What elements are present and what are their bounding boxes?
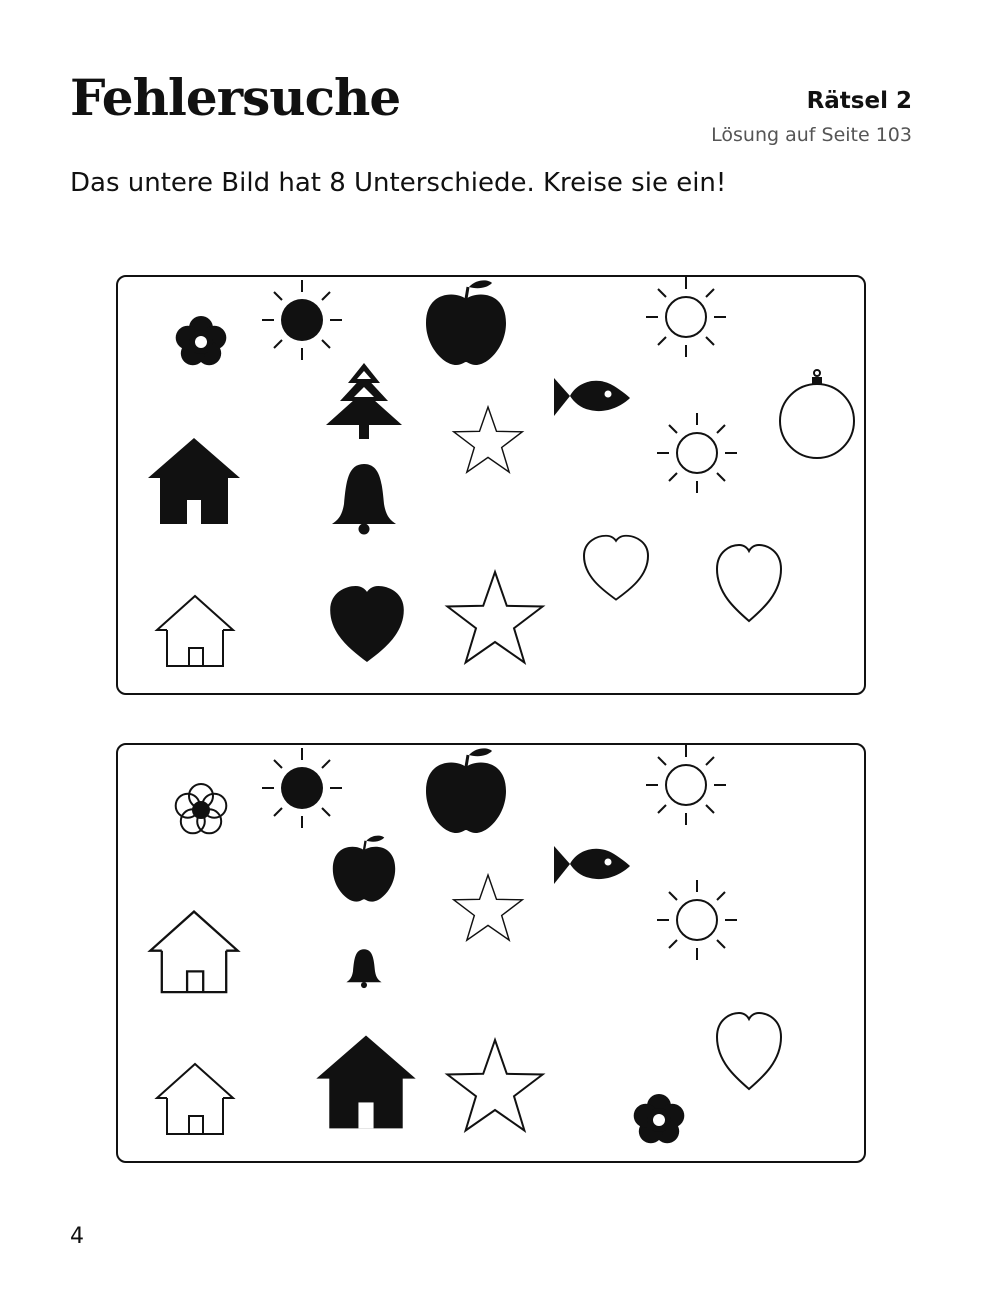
flower-icon — [176, 316, 227, 365]
star-icon — [454, 407, 523, 472]
sun-icon — [262, 280, 342, 360]
sun-icon — [262, 748, 342, 828]
fish-icon — [554, 846, 630, 884]
instruction-text: Das untere Bild hat 8 Unterschiede. Kreise sie ein! — [70, 168, 727, 198]
bell-icon — [332, 464, 396, 535]
flower-icon — [634, 1094, 685, 1143]
apple-icon — [426, 748, 506, 833]
solution-reference: Lösung auf Seite 103 — [711, 124, 912, 146]
sun-icon — [646, 745, 726, 825]
heart-icon — [584, 536, 648, 600]
house-icon — [316, 1035, 415, 1128]
sun-icon — [657, 880, 737, 960]
bottom-panel-shapes — [150, 745, 781, 1143]
star-icon — [447, 572, 542, 663]
apple-icon — [426, 280, 506, 365]
star-icon — [454, 875, 523, 940]
sun-icon — [646, 277, 726, 357]
tree-icon — [326, 363, 402, 439]
puzzle-number: Rätsel 2 — [806, 88, 912, 114]
fish-icon — [554, 378, 630, 416]
heart-icon — [717, 1013, 781, 1089]
apple-icon — [333, 836, 395, 902]
sun-icon — [657, 413, 737, 493]
house-icon — [148, 438, 240, 524]
house-icon — [157, 596, 233, 666]
flower-icon — [176, 784, 227, 833]
page-title: Fehlersuche — [70, 68, 401, 127]
star-icon — [447, 1040, 542, 1131]
house-icon — [150, 912, 237, 993]
bell-icon — [346, 949, 381, 988]
top-panel-shapes — [148, 277, 854, 666]
ornament-icon — [780, 370, 854, 458]
page-number: 4 — [70, 1224, 84, 1249]
heart-icon — [717, 545, 781, 621]
house-icon — [157, 1064, 233, 1134]
heart-icon — [330, 586, 404, 662]
